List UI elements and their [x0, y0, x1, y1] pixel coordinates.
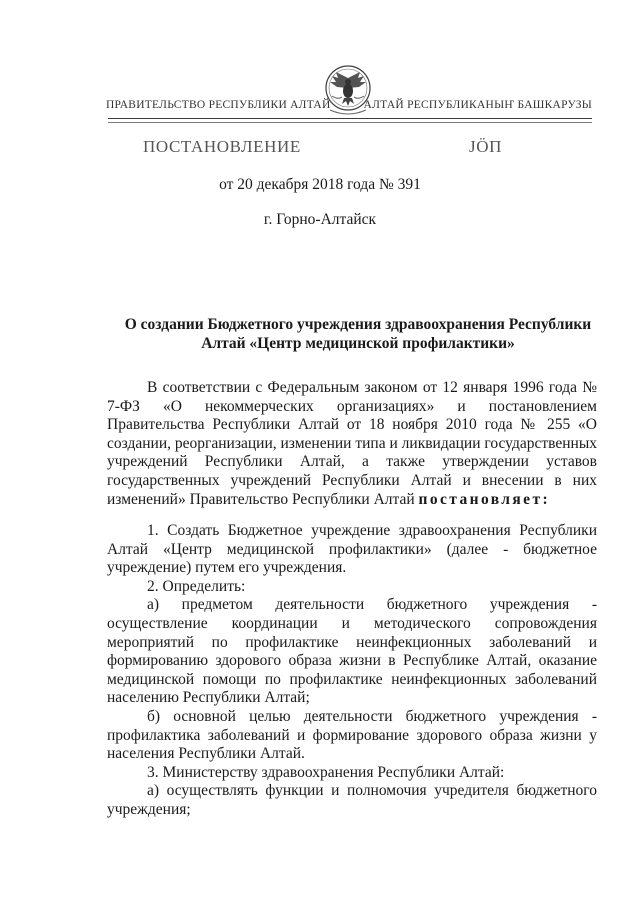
letterhead-left: ПРАВИТЕЛЬСТВО РЕСПУБЛИКИ АЛТАЙ — [106, 99, 331, 111]
item-2: 2. Определить: — [147, 577, 246, 595]
preamble-text: В соответствии с Федеральным законом от 12 января 1996 года № 7-ФЗ «О некоммерческих организациях» и постановлением Правительства Республики Алтай от 18 ноября 2010 года № 255 «О создании, реорганизации, изменении типа и ликвидации государственных учреждений Республики Алтай, а также утверждении уставов государственных учреждений Республики Алтай и внесении в них изменений» Правительство Республики Алтай — [107, 379, 597, 508]
header-rule-thin — [108, 122, 592, 123]
document-title: О создании Бюджетного учреждения здравоохранения Республики Алтай «Центр медицинской профилактики» — [124, 316, 592, 352]
item-1: 1. Создать Бюджетное учреждение здравоохранения Республики Алтай «Центр медицинской профилактики» (далее - бюджетное учреждение) путем его учреждения. — [107, 522, 597, 577]
item-3: 3. Министерству здравоохранения Республики Алтай: — [147, 763, 505, 781]
coat-of-arms-icon — [324, 64, 372, 118]
item-2a: а) предметом деятельности бюджетного учреждения - осуществление координации и методического сопровождения мероприятий по профилактике неинфекционных заболеваний и формированию здорового образа жизни в Республике Алтай, оказание медицинской помощи по профилактике неинфекционных заболеваний населению Республики Алтай; — [107, 596, 597, 707]
doc-type-altai: ЈӦП — [469, 137, 502, 156]
preamble-paragraph — [107, 379, 597, 509]
preamble — [107, 379, 597, 509]
doc-type-russian: ПОСТАНОВЛЕНИЕ — [143, 137, 301, 156]
preamble-verb: постановляет: — [418, 490, 551, 508]
item-3a: а) осуществлять функции и полномочия учредителя бюджетного учреждения; — [107, 782, 597, 818]
document-date-number: от 20 декабря 2018 года № 391 — [219, 176, 421, 193]
item-2b: б) основной целью деятельности бюджетного учреждения - профилактика заболеваний и формирование здорового образа жизни у населения Республики Алтай. — [107, 707, 597, 763]
header-rule-thick — [108, 118, 592, 119]
document-city: г. Горно-Алтайск — [263, 211, 377, 228]
decree-items — [107, 522, 597, 820]
letterhead-right: АЛТАЙ РЕСПУБЛИКАНЫҤ БАШКАРУЗЫ — [363, 99, 592, 111]
